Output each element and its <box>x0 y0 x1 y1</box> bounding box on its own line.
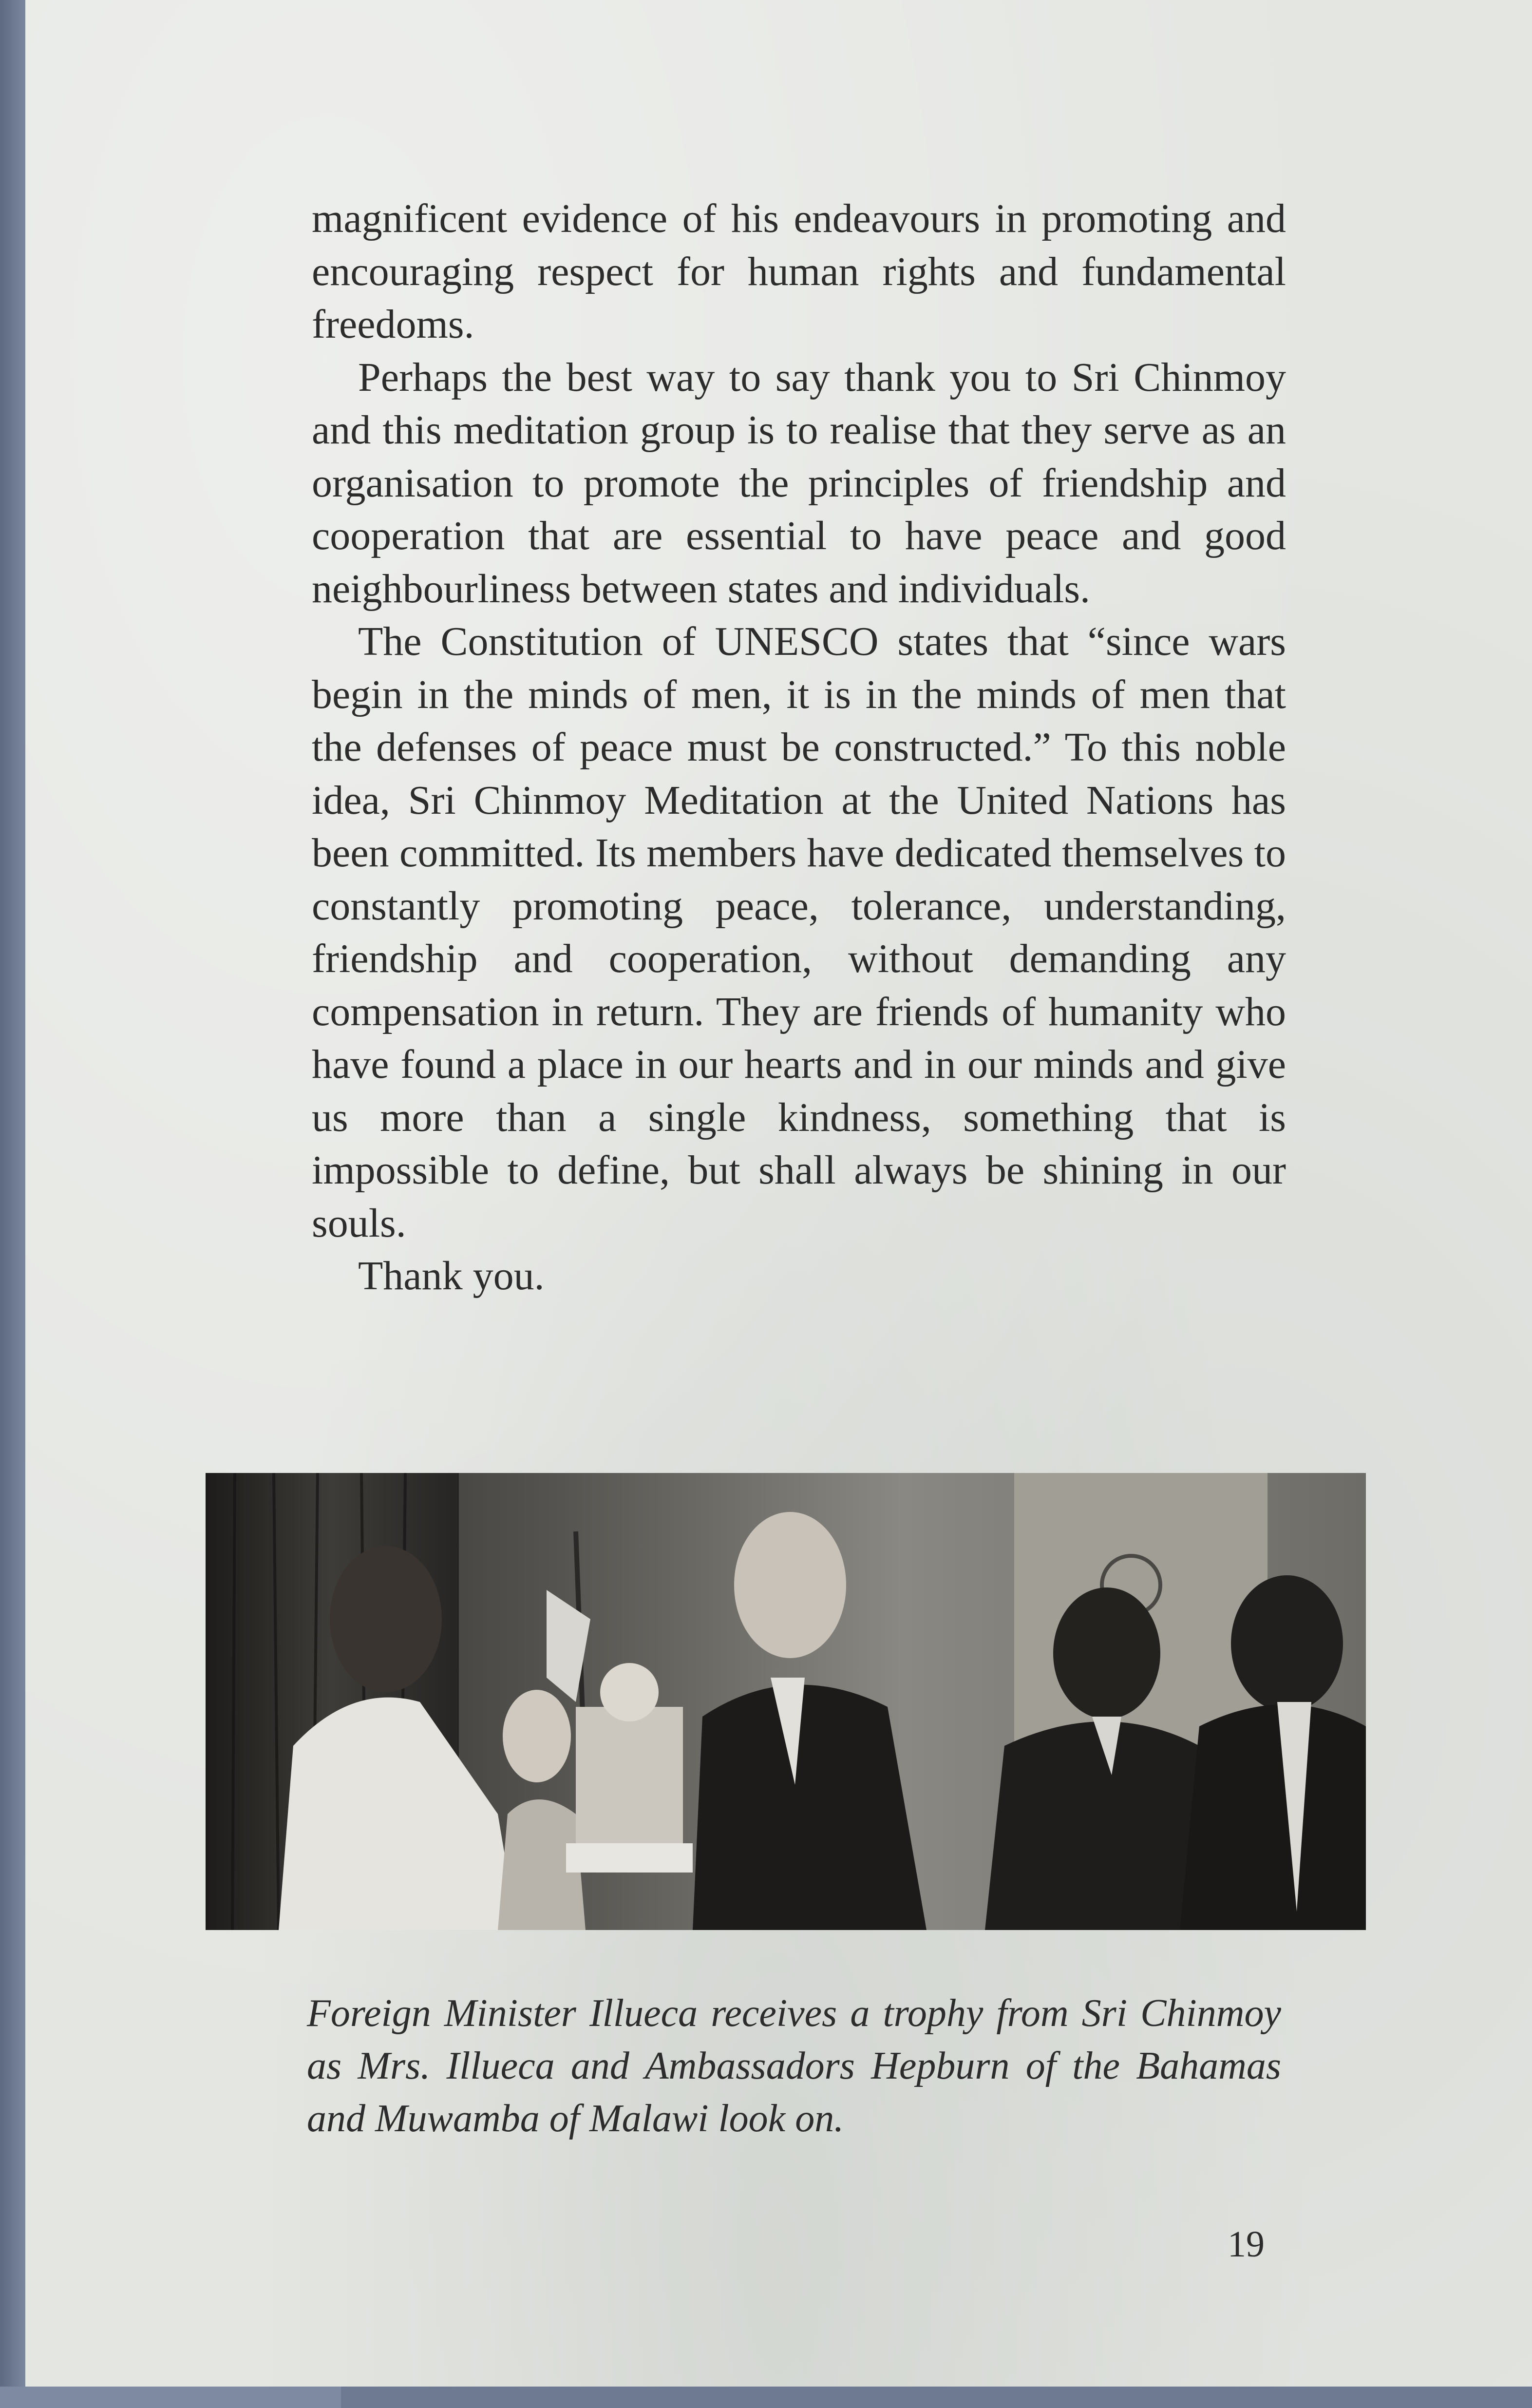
scanner-edge <box>0 0 25 2408</box>
paragraph-continuation: magnificent evidence of his endeavours in promoting and encouraging respect for human rights and fundamental freedoms. <box>312 196 1286 347</box>
body-text <box>312 192 1286 1303</box>
photograph-image <box>206 1473 1366 1930</box>
paragraph-thanks: Perhaps the best way to say thank you to Sri Chinmoy and this meditation group is to realise that they serve as an organisation to promote the principles of friendship and cooperation that are essential to have peace and good neighbourliness between states and individuals. <box>312 354 1286 612</box>
paragraph-unesco: The Constitution of UNESCO states that “since wars begin in the minds of men, it is in the minds of men that the defenses of peace must be constructed.” To this noble idea, Sri Chinmoy Meditation at the United Nations has been committed. Its members have dedicated themselves to constantly promoting peace, tolerance, understanding, friendship and cooperation, without demanding any compensation in return. They are friends of humanity who have found a place in our hearts and in our minds and give us more than a single kindness, something that is impossible to define, but shall always be shining in our souls. <box>312 619 1286 1246</box>
page-number: 19 <box>1228 2224 1265 2265</box>
scanner-edge-bottom <box>0 2387 341 2408</box>
photo-caption: Foreign Minister Illueca receives a trophy from Sri Chinmoy as Mrs. Illueca and Ambassadors Hepburn of the Bahamas and Muwamba of Malawi look on. <box>307 1992 1281 2140</box>
photograph <box>206 1473 1366 1930</box>
paragraph-closing: Thank you. <box>358 1253 545 1299</box>
